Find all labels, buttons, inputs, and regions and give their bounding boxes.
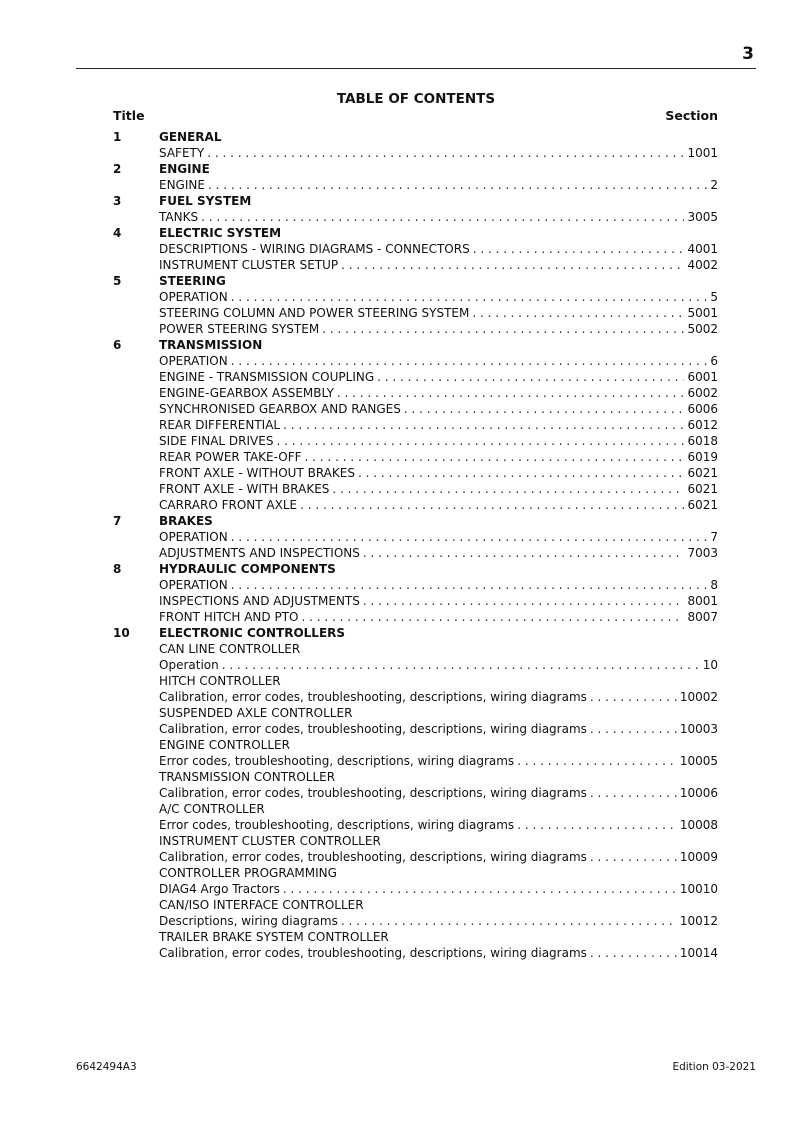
entry-section-number: 10003 bbox=[679, 722, 718, 736]
entry-title: TANKS bbox=[159, 210, 199, 224]
entry-title: ENGINE bbox=[159, 178, 205, 192]
toc-subheading bbox=[113, 737, 718, 753]
entry-title: OPERATION bbox=[159, 290, 228, 304]
entry-section-number: 6021 bbox=[687, 466, 718, 480]
chapter-number: 7 bbox=[113, 514, 122, 528]
dot-leader bbox=[363, 593, 685, 609]
toc-entry[interactable] bbox=[113, 209, 718, 225]
entry-title: OPERATION bbox=[159, 578, 228, 592]
toc-entry[interactable] bbox=[113, 369, 718, 385]
toc-entry[interactable] bbox=[113, 417, 718, 433]
entry-section-number: 4002 bbox=[687, 258, 718, 272]
column-header-title: Title bbox=[113, 108, 145, 123]
entry-title: DIAG4 Argo Tractors bbox=[159, 882, 280, 896]
dot-leader bbox=[332, 481, 684, 497]
toc-entry[interactable] bbox=[113, 721, 718, 737]
chapter-title: STEERING bbox=[159, 274, 226, 288]
entry-title: ENGINE-GEARBOX ASSEMBLY bbox=[159, 386, 334, 400]
chapter-title: BRAKES bbox=[159, 514, 213, 528]
entry-title: TRAILER BRAKE SYSTEM CONTROLLER bbox=[159, 930, 389, 944]
toc-entry[interactable] bbox=[113, 913, 718, 929]
chapter-title: TRANSMISSION bbox=[159, 338, 263, 352]
chapter-title: ELECTRIC SYSTEM bbox=[159, 226, 282, 240]
toc-entry[interactable] bbox=[113, 145, 718, 161]
toc-entry[interactable] bbox=[113, 577, 718, 593]
entry-section-number: 6021 bbox=[687, 482, 718, 496]
entry-section-number: 5 bbox=[710, 290, 718, 304]
dot-leader bbox=[201, 209, 684, 225]
dot-leader bbox=[276, 433, 684, 449]
entry-title: Descriptions, wiring diagrams bbox=[159, 914, 338, 928]
entry-section-number: 10010 bbox=[679, 882, 718, 896]
toc-list bbox=[113, 129, 718, 961]
chapter-number: 10 bbox=[113, 626, 130, 640]
dot-leader bbox=[231, 353, 708, 369]
chapter-title: ELECTRONIC CONTROLLERS bbox=[159, 626, 346, 640]
dot-leader bbox=[300, 497, 684, 513]
entry-section-number: 10009 bbox=[679, 850, 718, 864]
entry-section-number: 3005 bbox=[687, 210, 718, 224]
chapter-title: GENERAL bbox=[159, 130, 222, 144]
entry-section-number: 2 bbox=[710, 178, 718, 192]
dot-leader bbox=[377, 369, 684, 385]
entry-section-number: 8 bbox=[710, 578, 718, 592]
toc-entry[interactable] bbox=[113, 657, 718, 673]
toc-entry[interactable] bbox=[113, 785, 718, 801]
entry-title: FRONT AXLE - WITHOUT BRAKES bbox=[159, 466, 355, 480]
dot-leader bbox=[222, 657, 700, 673]
entry-title: REAR POWER TAKE-OFF bbox=[159, 450, 302, 464]
toc-entry[interactable] bbox=[113, 849, 718, 865]
entry-section-number: 10005 bbox=[679, 754, 718, 768]
toc-subheading bbox=[113, 833, 718, 849]
dot-leader bbox=[473, 241, 685, 257]
entry-section-number: 6002 bbox=[687, 386, 718, 400]
entry-title: FRONT AXLE - WITH BRAKES bbox=[159, 482, 330, 496]
chapter-heading-row[interactable] bbox=[113, 513, 718, 529]
entry-title: ENGINE CONTROLLER bbox=[159, 738, 290, 752]
dot-leader bbox=[231, 289, 708, 305]
entry-title: STEERING COLUMN AND POWER STEERING SYSTEM bbox=[159, 306, 470, 320]
entry-title: Operation bbox=[159, 658, 219, 672]
toc-entry[interactable] bbox=[113, 177, 718, 193]
toc-subheading bbox=[113, 705, 718, 721]
toc-entry[interactable] bbox=[113, 433, 718, 449]
dot-leader bbox=[231, 577, 708, 593]
entry-title: OPERATION bbox=[159, 354, 228, 368]
entry-section-number: 4001 bbox=[687, 242, 718, 256]
toc-entry[interactable] bbox=[113, 945, 718, 961]
entry-title: Error codes, troubleshooting, descriptions, wiring diagrams bbox=[159, 818, 515, 832]
dot-leader bbox=[358, 465, 684, 481]
chapter-number: 5 bbox=[113, 274, 122, 288]
toc-subheading bbox=[113, 929, 718, 945]
entry-section-number: 6006 bbox=[687, 402, 718, 416]
toc-subheading bbox=[113, 769, 718, 785]
toc-entry[interactable] bbox=[113, 449, 718, 465]
toc-entry[interactable] bbox=[113, 465, 718, 481]
entry-title: DESCRIPTIONS - WIRING DIAGRAMS - CONNECTORS bbox=[159, 242, 470, 256]
toc-entry[interactable] bbox=[113, 241, 718, 257]
entry-title: POWER STEERING SYSTEM bbox=[159, 322, 320, 336]
dot-leader bbox=[590, 721, 677, 737]
entry-title: FRONT HITCH AND PTO bbox=[159, 610, 299, 624]
dot-leader bbox=[301, 609, 684, 625]
entry-title: INSPECTIONS AND ADJUSTMENTS bbox=[159, 594, 360, 608]
chapter-number: 8 bbox=[113, 562, 122, 576]
chapter-number: 1 bbox=[113, 130, 122, 144]
dot-leader bbox=[517, 817, 677, 833]
dot-leader bbox=[341, 913, 677, 929]
chapter-heading-row[interactable] bbox=[113, 561, 718, 577]
chapter-number: 6 bbox=[113, 338, 122, 352]
entry-title: Calibration, error codes, troubleshooting, descriptions, wiring diagrams bbox=[159, 690, 587, 704]
toc-entry[interactable] bbox=[113, 481, 718, 497]
entry-section-number: 8001 bbox=[687, 594, 718, 608]
toc-entry[interactable] bbox=[113, 353, 718, 369]
entry-title: INSTRUMENT CLUSTER SETUP bbox=[159, 258, 339, 272]
chapter-heading-row[interactable] bbox=[113, 161, 718, 177]
entry-section-number: 10014 bbox=[679, 946, 718, 960]
toc-subheading bbox=[113, 897, 718, 913]
entry-title: OPERATION bbox=[159, 530, 228, 544]
entry-section-number: 7003 bbox=[687, 546, 718, 560]
entry-section-number: 1001 bbox=[687, 146, 718, 160]
toc-entry[interactable] bbox=[113, 689, 718, 705]
dot-leader bbox=[472, 305, 684, 321]
dot-leader bbox=[283, 881, 677, 897]
toc-subheading bbox=[113, 801, 718, 817]
entry-section-number: 10006 bbox=[679, 786, 718, 800]
dot-leader bbox=[208, 177, 707, 193]
chapter-number: 3 bbox=[113, 194, 122, 208]
entry-title: ADJUSTMENTS AND INSPECTIONS bbox=[159, 546, 360, 560]
dot-leader bbox=[590, 785, 677, 801]
toc-subheading bbox=[113, 641, 718, 657]
entry-title: REAR DIFFERENTIAL bbox=[159, 418, 281, 432]
dot-leader bbox=[590, 945, 677, 961]
dot-leader bbox=[207, 145, 684, 161]
dot-leader bbox=[341, 257, 684, 273]
dot-leader bbox=[363, 545, 685, 561]
entry-title: CARRARO FRONT AXLE bbox=[159, 498, 298, 512]
column-header-section: Section bbox=[665, 108, 718, 123]
entry-section-number: 7 bbox=[710, 530, 718, 544]
entry-section-number: 6 bbox=[710, 354, 718, 368]
entry-section-number: 6019 bbox=[687, 450, 718, 464]
entry-title: Calibration, error codes, troubleshooting, descriptions, wiring diagrams bbox=[159, 850, 587, 864]
entry-title: Calibration, error codes, troubleshooting, descriptions, wiring diagrams bbox=[159, 946, 587, 960]
chapter-heading-row[interactable] bbox=[113, 273, 718, 289]
dot-leader bbox=[517, 753, 677, 769]
dot-leader bbox=[231, 529, 708, 545]
chapter-heading-row[interactable] bbox=[113, 225, 718, 241]
chapter-heading-row[interactable] bbox=[113, 337, 718, 353]
entry-title: Calibration, error codes, troubleshooting, descriptions, wiring diagrams bbox=[159, 786, 587, 800]
entry-title: CAN/ISO INTERFACE CONTROLLER bbox=[159, 898, 364, 912]
toc-entry[interactable] bbox=[113, 257, 718, 273]
entry-title: ENGINE - TRANSMISSION COUPLING bbox=[159, 370, 375, 384]
edition-label: Edition 03-2021 bbox=[672, 1061, 756, 1073]
dot-leader bbox=[404, 401, 685, 417]
entry-title: SIDE FINAL DRIVES bbox=[159, 434, 274, 448]
document-code: 6642494A3 bbox=[76, 1061, 137, 1073]
entry-section-number: 6001 bbox=[687, 370, 718, 384]
entry-title: HITCH CONTROLLER bbox=[159, 674, 281, 688]
entry-section-number: 10008 bbox=[679, 818, 718, 832]
entry-section-number: 8007 bbox=[687, 610, 718, 624]
toc-entry[interactable] bbox=[113, 609, 718, 625]
chapter-heading-row[interactable] bbox=[113, 193, 718, 209]
dot-leader bbox=[283, 417, 684, 433]
entry-title: CAN LINE CONTROLLER bbox=[159, 642, 301, 656]
chapter-heading-row[interactable] bbox=[113, 129, 718, 145]
entry-section-number: 6018 bbox=[687, 434, 718, 448]
entry-title: SAFETY bbox=[159, 146, 205, 160]
toc-entry[interactable] bbox=[113, 497, 718, 513]
entry-section-number: 6021 bbox=[687, 498, 718, 512]
toc-entry[interactable] bbox=[113, 401, 718, 417]
entry-section-number: 5001 bbox=[687, 306, 718, 320]
entry-title: TRANSMISSION CONTROLLER bbox=[159, 770, 336, 784]
entry-title: CONTROLLER PROGRAMMING bbox=[159, 866, 337, 880]
toc-entry[interactable] bbox=[113, 817, 718, 833]
dot-leader bbox=[590, 689, 677, 705]
toc-entry[interactable] bbox=[113, 545, 718, 561]
entry-title: INSTRUMENT CLUSTER CONTROLLER bbox=[159, 834, 381, 848]
page-title: TABLE OF CONTENTS bbox=[336, 91, 496, 107]
toc-entry[interactable] bbox=[113, 289, 718, 305]
toc-entry[interactable] bbox=[113, 753, 718, 769]
dot-leader bbox=[305, 449, 685, 465]
entry-title: SUSPENDED AXLE CONTROLLER bbox=[159, 706, 353, 720]
toc-entry[interactable] bbox=[113, 321, 718, 337]
entry-section-number: 10012 bbox=[679, 914, 718, 928]
entry-title: Calibration, error codes, troubleshooting, descriptions, wiring diagrams bbox=[159, 722, 587, 736]
dot-leader bbox=[322, 321, 684, 337]
entry-title: SYNCHRONISED GEARBOX AND RANGES bbox=[159, 402, 401, 416]
toc-entry[interactable] bbox=[113, 385, 718, 401]
dot-leader bbox=[337, 385, 685, 401]
chapter-number: 2 bbox=[113, 162, 122, 176]
entry-title: A/C CONTROLLER bbox=[159, 802, 265, 816]
toc-entry[interactable] bbox=[113, 305, 718, 321]
entry-section-number: 10002 bbox=[679, 690, 718, 704]
chapter-title: FUEL SYSTEM bbox=[159, 194, 252, 208]
entry-section-number: 5002 bbox=[687, 322, 718, 336]
dot-leader bbox=[590, 849, 677, 865]
chapter-title: HYDRAULIC COMPONENTS bbox=[159, 562, 336, 576]
header-rule bbox=[76, 68, 756, 69]
toc-subheading bbox=[113, 865, 718, 881]
entry-section-number: 10 bbox=[702, 658, 718, 672]
toc-subheading bbox=[113, 673, 718, 689]
entry-section-number: 6012 bbox=[687, 418, 718, 432]
toc-entry[interactable] bbox=[113, 881, 718, 897]
toc-entry[interactable] bbox=[113, 593, 718, 609]
chapter-heading-row[interactable] bbox=[113, 625, 718, 641]
toc-entry[interactable] bbox=[113, 529, 718, 545]
chapter-number: 4 bbox=[113, 226, 122, 240]
page-number: 3 bbox=[742, 44, 754, 64]
chapter-title: ENGINE bbox=[159, 162, 210, 176]
entry-title: Error codes, troubleshooting, descriptions, wiring diagrams bbox=[159, 754, 515, 768]
